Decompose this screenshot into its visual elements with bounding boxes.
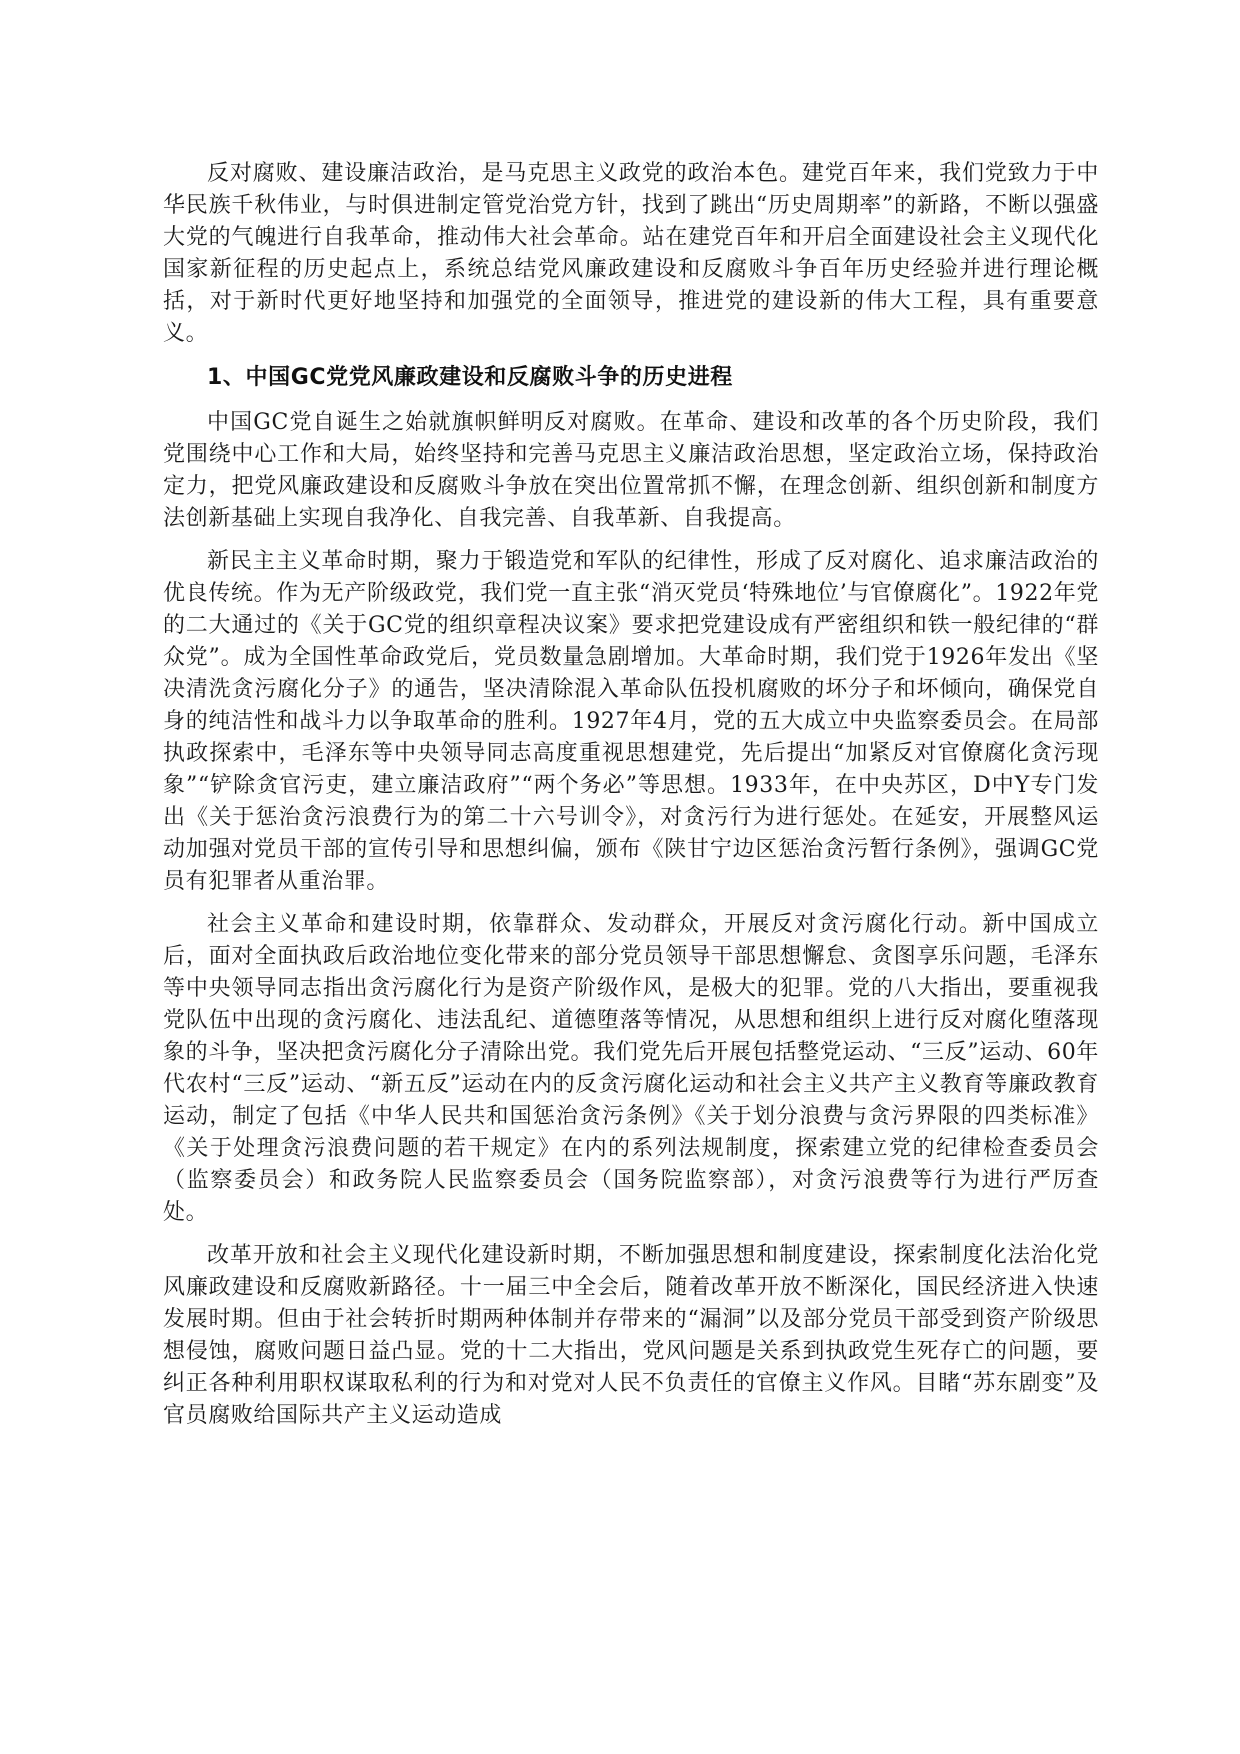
paragraph-socialist-construction-period: 社会主义革命和建设时期，依靠群众、发动群众，开展反对贪污腐化行动。新中国成立后，面对全面执政后政治地位变化带来的部分党员领导干部思想懈怠、贪图享乐问题，毛泽东等中央领导同志指出贪污腐化行为是资产阶级作风，是极大的犯罪。党的八大指出，要重视我党队伍中出现的贪污腐化、违法乱纪、道德堕落等情况，从思想和组织上进行反对腐化堕落现象的斗争，坚决把贪污腐化分子清除出党。我们党先后开展包括整党运动、“三反”运动、60年代农村“三反”运动、“新五反”运动在内的反贪污腐化运动和社会主义共产主义教育等廉政教育运动，制定了包括《中华人民共和国惩治贪污条例》《关于划分浪费与贪污界限的四类标准》《关于处理贪污浪费问题的若干规定》在内的系列法规制度，探索建立党的纪律检查委员会（监察委员会）和政务院人民监察委员会（国务院监察部），对贪污浪费等行为进行严厉查处。 (163, 912, 1099, 1225)
intro-paragraph: 反对腐败、建设廉洁政治，是马克思主义政党的政治本色。建党百年来，我们党致力于中华民族千秋伟业，与时俱进制定管党治党方针，找到了跳出“历史周期率”的新路，不断以强盛大党的气魄进行自我革命，推动伟大社会革命。站在建党百年和开启全面建设社会主义现代化国家新征程的历史起点上，系统总结党风廉政建设和反腐败斗争百年历史经验并进行理论概括，对于新时代更好地坚持和加强党的全面领导，推进党的建设新的伟大工程，具有重要意义。 (163, 161, 1099, 346)
document-body (163, 158, 1099, 1443)
paragraph-reform-opening-period: 改革开放和社会主义现代化建设新时期，不断加强思想和制度建设，探索制度化法治化党风廉政建设和反腐败新路径。十一届三中全会后，随着改革开放不断深化，国民经济进入快速发展时期。但由于社会转折时期两种体制并存带来的“漏洞”以及部分党员干部受到资产阶级思想侵蚀，腐败问题日益凸显。党的十二大指出，党风问题是关系到执政党生死存亡的问题，要纠正各种利用职权谋取私利的行为和对党对人民不负责任的官僚主义作风。目睹“苏东剧变”及官员腐败给国际共产主义运动造成 (163, 1243, 1099, 1428)
paragraph-overview: 中国GC党自诞生之始就旗帜鲜明反对腐败。在革命、建设和改革的各个历史阶段，我们党围绕中心工作和大局，始终坚持和完善马克思主义廉洁政治思想，坚定政治立场，保持政治定力，把党风廉政建设和反腐败斗争放在突出位置常抓不懈，在理念创新、组织创新和制度方法创新基础上实现自我净化、自我完善、自我革新、自我提高。 (163, 410, 1099, 531)
section-heading: 1、中国GC党党风廉政建设和反腐败斗争的历史进程 (207, 365, 733, 390)
paragraph-new-democratic-period: 新民主主义革命时期，聚力于锻造党和军队的纪律性，形成了反对腐化、追求廉洁政治的优良传统。作为无产阶级政党，我们党一直主张“消灭党员‘特殊地位’与官僚腐化”。1922年党的二大通过的《关于GC党的组织章程决议案》要求把党建设成有严密组织和铁一般纪律的“群众党”。成为全国性革命政党后，党员数量急剧增加。大革命时期，我们党于1926年发出《坚决清洗贪污腐化分子》的通告，坚决清除混入革命队伍投机腐败的坏分子和坏倾向，确保党自身的纯洁性和战斗力以争取革命的胜利。1927年4月，党的五大成立中央监察委员会。在局部执政探索中，毛泽东等中央领导同志高度重视思想建党，先后提出“加紧反对官僚腐化贪污现象”“铲除贪官污吏，建立廉洁政府”“两个务必”等思想。1933年，在中央苏区，D中Y专门发出《关于惩治贪污浪费行为的第二十六号训令》，对贪污行为进行惩处。在延安，开展整风运动加强对党员干部的宣传引导和思想纠偏，颁布《陕甘宁边区惩治贪污暂行条例》，强调GC党员有犯罪者从重治罪。 (163, 549, 1099, 894)
